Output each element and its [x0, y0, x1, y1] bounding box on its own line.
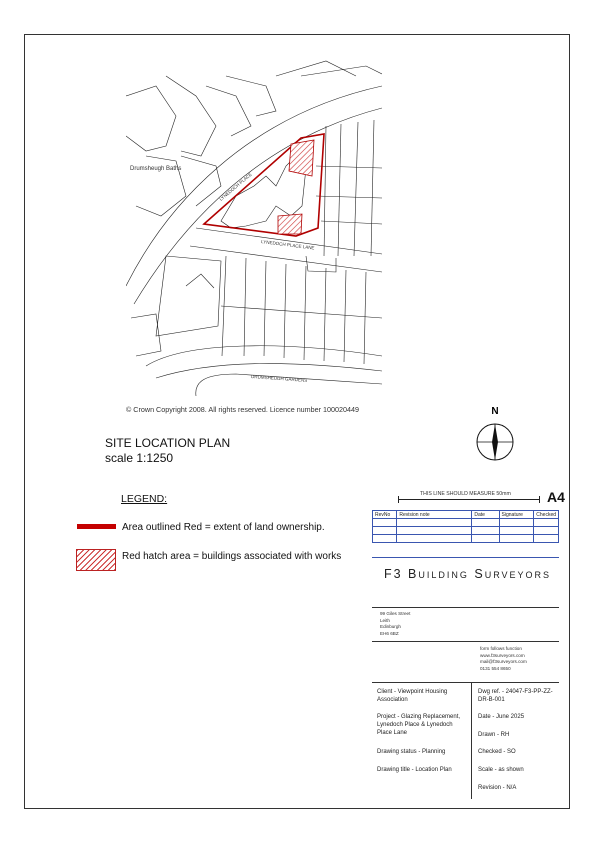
place-label: Drumsheugh Baths: [130, 166, 182, 172]
address-line: 99 Giles Street: [380, 611, 411, 616]
contact-line: 0131 554 8650: [480, 665, 511, 671]
street-label-lynedoch-lane: LYNEDOCH PLACE LANE: [260, 239, 315, 251]
contact-line: form follows function: [480, 646, 522, 651]
rev-col-date: Date: [472, 511, 499, 519]
table-row: [373, 527, 559, 535]
table-row: [373, 519, 559, 527]
company-name: F3 Building Surveyors: [384, 567, 552, 581]
plan-scale: scale 1:1250: [105, 451, 174, 465]
project: Project - Glazing Replacement, Lynedoch Place & Lynedoch Place Lane: [377, 714, 461, 736]
north-arrow-icon: [472, 405, 518, 469]
address-line: Leith: [380, 617, 390, 623]
measure-tick-left: [398, 496, 399, 503]
revision-header-row: [373, 511, 559, 519]
street-label-lynedoch-place: LYNEDOCH PLACE: [218, 171, 253, 202]
contact-line: mail@f3surveyors.com: [480, 659, 527, 665]
divider: [372, 641, 559, 642]
revision-table: [372, 510, 559, 543]
drawing-scale: Scale - as shown: [478, 767, 524, 773]
legend-hatch-label: Red hatch area = buildings associated with works: [122, 551, 342, 562]
drawing-date: Date - June 2025: [478, 714, 525, 720]
drawing-status: Drawing status - Planning: [377, 749, 446, 755]
measure-line: [398, 499, 540, 500]
copyright-notice: © Crown Copyright 2008. All rights reserved. Licence number 100020449: [126, 405, 360, 414]
paper-size: A4: [547, 489, 565, 505]
rev-col-note: Revision note: [397, 511, 472, 519]
rev-col-revno: RevNo: [373, 511, 397, 519]
address-line: Edinburgh: [380, 624, 401, 630]
title-block-divider: [471, 682, 472, 799]
location-map: [126, 56, 382, 396]
measure-note: THIS LINE SHOULD MEASURE 50mm: [420, 491, 511, 497]
legend-red-outline-swatch: [77, 524, 116, 529]
company-contact: [480, 646, 527, 672]
street-label-drumsheugh: DRUMSHEUGH GARDENS: [250, 374, 308, 383]
rev-col-signature: Signature: [499, 511, 534, 519]
drawing-title: Drawing title - Location Plan: [377, 767, 452, 773]
legend-red-outline-label: Area outlined Red = extent of land ownership.: [122, 522, 325, 533]
north-label: N: [491, 406, 499, 417]
rev-col-checked: Checked: [534, 511, 559, 519]
legend-title: LEGEND:: [121, 493, 168, 505]
measure-tick-right: [539, 496, 540, 503]
divider: [372, 607, 559, 608]
legend-hatch-swatch: [76, 549, 116, 571]
client: Client - Viewpoint Housing Association: [377, 689, 448, 703]
dwg-ref: Dwg ref. - 24047-F3-PP-ZZ-DR-B-001: [478, 689, 553, 703]
table-row: [373, 535, 559, 543]
company-address: [380, 611, 410, 637]
contact-line: www.f3surveyors.com: [480, 652, 525, 658]
divider: [372, 557, 559, 558]
revision: Revision - N/A: [478, 785, 517, 791]
plan-title: SITE LOCATION PLAN: [105, 436, 231, 450]
address-line: EH6 6BZ: [380, 630, 399, 636]
drawn-by: Drawn - RH: [478, 732, 510, 738]
plan-title-block: [105, 436, 230, 466]
checked-by: Checked - SO: [478, 749, 516, 755]
